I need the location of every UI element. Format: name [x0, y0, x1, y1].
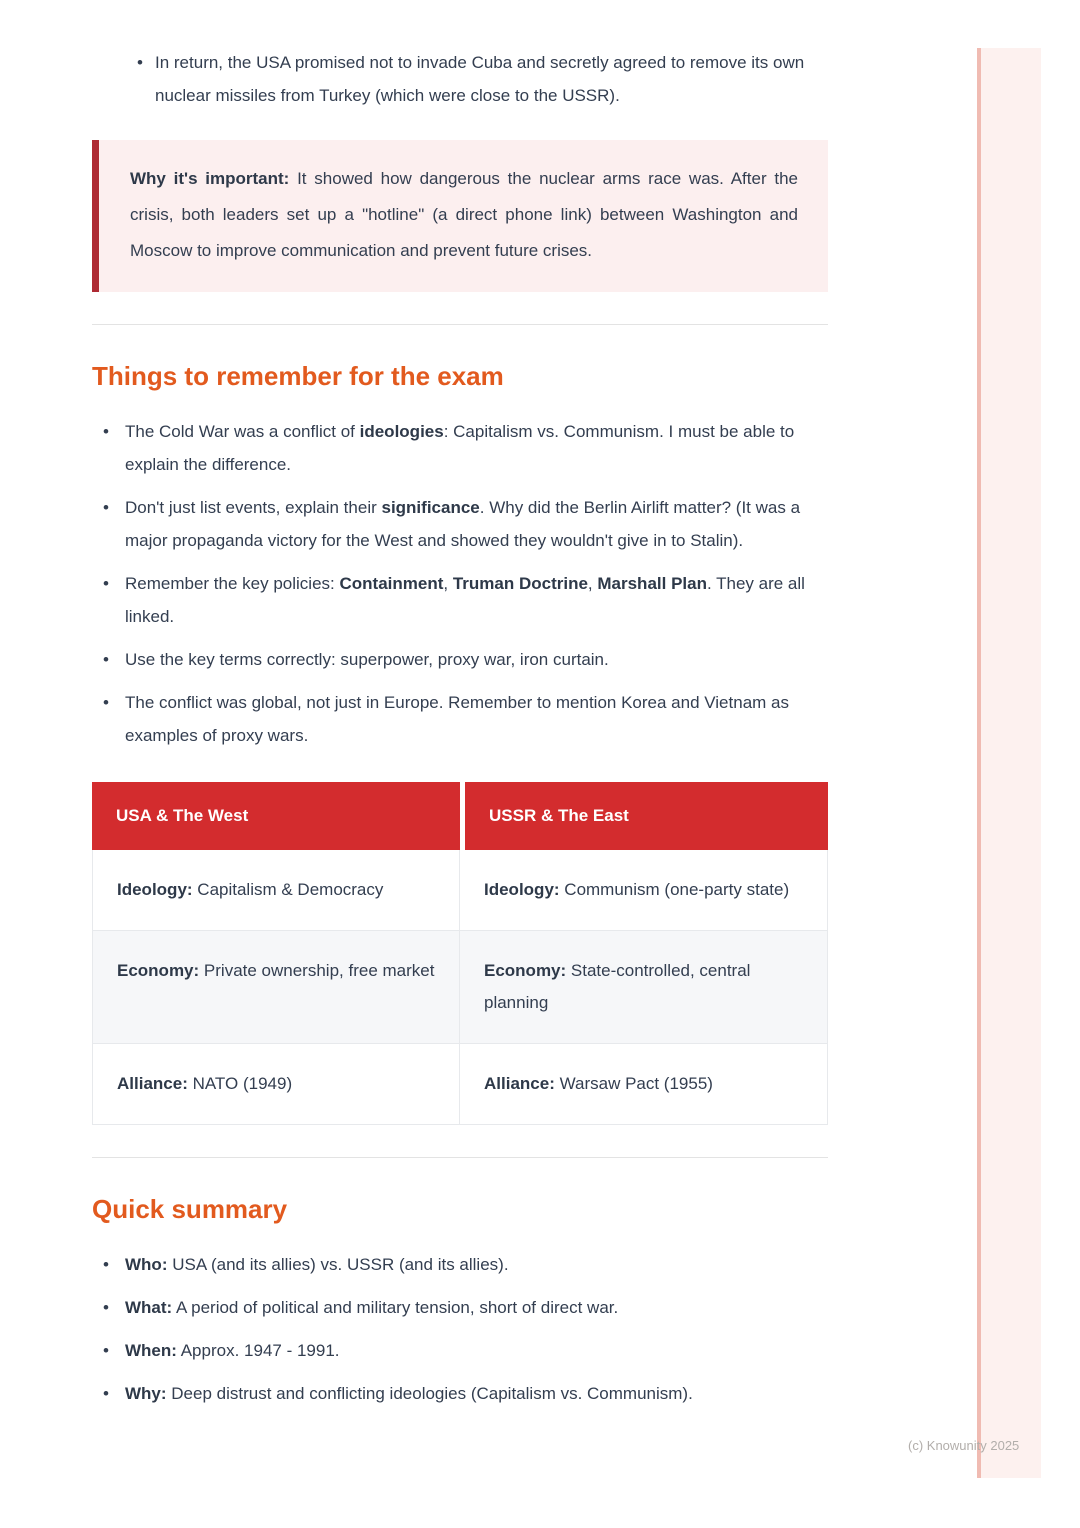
bold-text: Truman Doctrine	[452, 574, 588, 593]
text: Capitalism & Democracy	[192, 880, 384, 899]
divider	[92, 1157, 828, 1158]
table-cell	[460, 1044, 828, 1125]
list-item	[92, 46, 828, 112]
text: Communism (one-party state)	[559, 880, 790, 899]
text: State-controlled, central planning	[484, 961, 751, 1012]
text: USA (and its allies) vs. USSR (and its allies).	[167, 1255, 509, 1274]
list-item	[92, 415, 828, 481]
list-item	[92, 1248, 828, 1281]
bold-text: significance	[381, 498, 480, 517]
bold-text: When:	[125, 1341, 177, 1360]
bold-text: Ideology:	[117, 880, 193, 899]
comparison-table	[92, 782, 828, 1125]
text: Approx. 1947 - 1991.	[176, 1341, 340, 1360]
table-header-cell: USSR & The East	[460, 782, 828, 850]
intro-bullet-list	[92, 46, 828, 112]
bold-text: Ideology:	[484, 880, 560, 899]
page-content	[92, 0, 828, 1420]
list-item	[92, 686, 828, 752]
section-heading-summary: Quick summary	[92, 1194, 288, 1224]
table-cell	[460, 850, 828, 931]
list-item	[92, 1291, 828, 1324]
text: Don't just list events, explain their	[125, 498, 382, 517]
callout-text	[130, 161, 798, 269]
table-cell	[92, 850, 460, 931]
bold-text: Who:	[125, 1255, 168, 1274]
summary-bullet-list	[92, 1248, 828, 1410]
bold-text: Containment	[339, 574, 444, 593]
list-item	[92, 1377, 828, 1410]
comparison-table-body	[92, 850, 828, 1125]
text: The Cold War was a conflict of	[125, 422, 360, 441]
bold-text: Economy:	[484, 961, 567, 980]
text: ,	[587, 574, 598, 593]
bold-text: Alliance:	[484, 1074, 555, 1093]
comparison-table-head	[92, 782, 828, 850]
table-row	[92, 931, 828, 1044]
bold-text: What:	[125, 1298, 173, 1317]
bold-text: Why:	[125, 1384, 167, 1403]
bold-text: ideologies	[359, 422, 444, 441]
table-cell	[460, 931, 828, 1044]
bold-text: Marshall Plan	[597, 574, 707, 593]
list-item	[92, 567, 828, 633]
divider	[92, 324, 828, 325]
text: A period of political and military tension, short of direct war.	[172, 1298, 619, 1317]
table-row	[92, 850, 828, 931]
table-header-row	[92, 782, 828, 850]
section-heading-exam: Things to remember for the exam	[92, 361, 504, 391]
table-cell	[92, 931, 460, 1044]
important-callout	[92, 140, 828, 292]
text: Use the key terms correctly: superpower, proxy war, iron curtain.	[125, 650, 609, 669]
text: . They are all linked.	[125, 574, 805, 626]
table-row	[92, 1044, 828, 1125]
text: It showed how dangerous the nuclear arms race was. After the crisis, both leaders set up a "hotline" (a direct phone link) between Washington and Moscow to improve communication and prevent future crises.	[130, 169, 798, 260]
text: : Capitalism vs. Communism. I must be able to explain the difference.	[125, 422, 795, 474]
text: Warsaw Pact (1955)	[554, 1074, 713, 1093]
text: Deep distrust and conflicting ideologies (Capitalism vs. Communism).	[166, 1384, 693, 1403]
list-item	[92, 491, 828, 557]
text: The conflict was global, not just in Europe. Remember to mention Korea and Vietnam as examples of proxy wars.	[125, 693, 789, 745]
text: Remember the key policies:	[125, 574, 340, 593]
bold-text: Economy:	[117, 961, 200, 980]
text: Private ownership, free market	[199, 961, 435, 980]
text: In return, the USA promised not to invade Cuba and secretly agreed to remove its own nuclear missiles from Turkey (which were close to the USSR).	[155, 53, 805, 105]
text: ,	[443, 574, 453, 593]
list-item	[92, 1334, 828, 1367]
bold-text: Why it's important:	[130, 169, 290, 188]
exam-bullet-list	[92, 415, 828, 752]
table-header-cell: USA & The West	[92, 782, 460, 850]
copyright-note: (c) Knowunity 2025	[908, 1438, 1020, 1453]
highlight-stripe	[977, 48, 1041, 1478]
table-cell	[92, 1044, 460, 1125]
list-item	[92, 643, 828, 676]
text: . Why did the Berlin Airlift matter? (It was a major propaganda victory for the West and showed they wouldn't give in to Stalin).	[125, 498, 801, 550]
bold-text: Alliance:	[117, 1074, 188, 1093]
text: NATO (1949)	[187, 1074, 293, 1093]
